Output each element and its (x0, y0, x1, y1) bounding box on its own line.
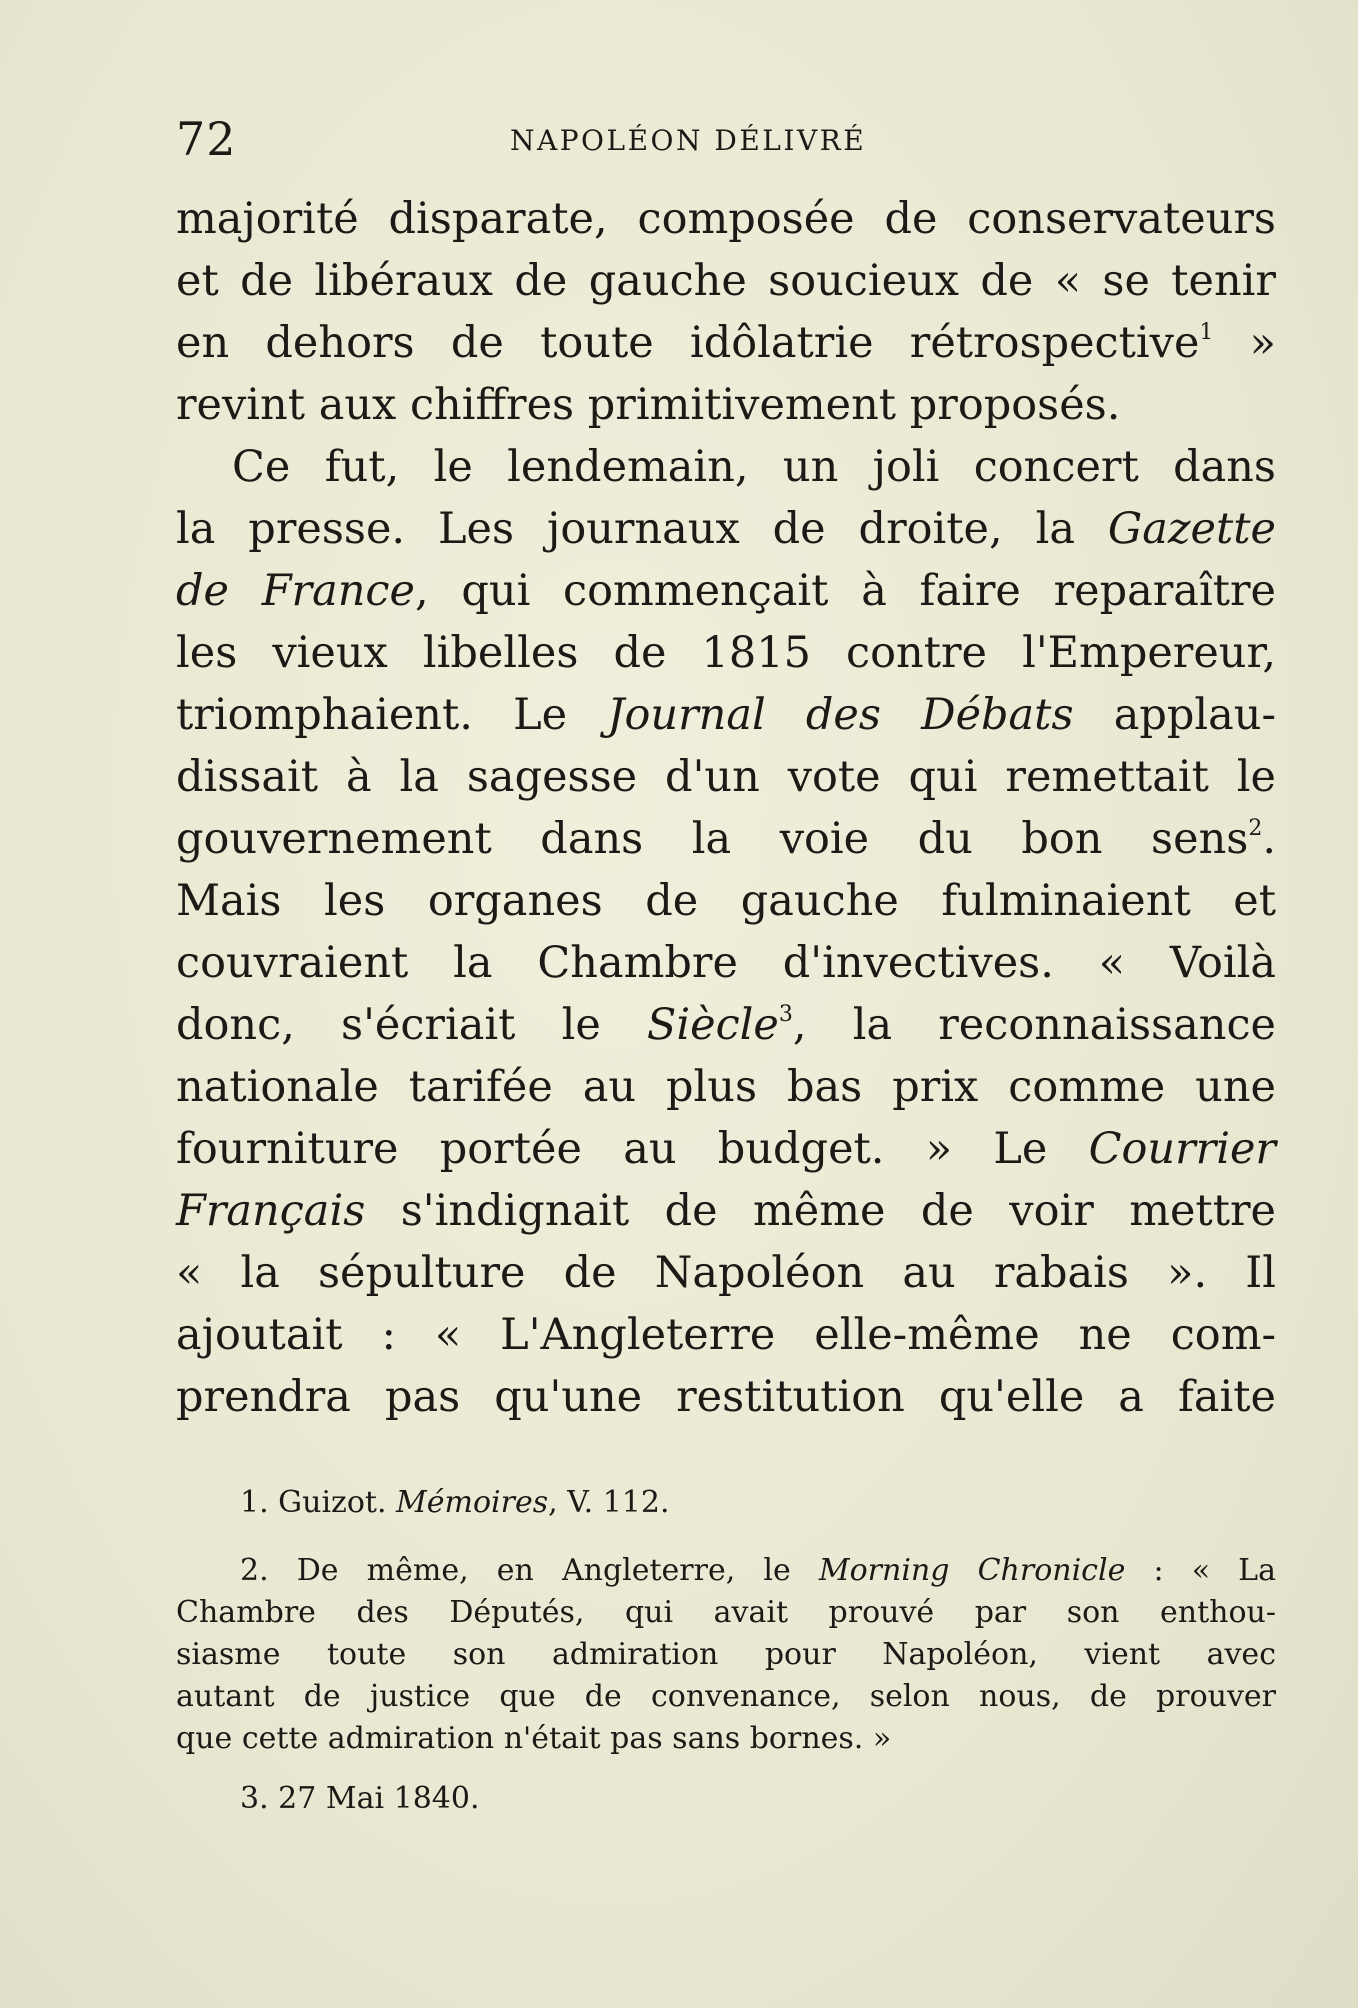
footnote-2: 2. De même, en Angleterre, le Morning Chronicle : « La (240, 1553, 1276, 1588)
text-line: Français s'indignait de même de voir mettre (176, 1186, 1276, 1236)
text-line: les vieux libelles de 1815 contre l'Empereur, (176, 628, 1276, 678)
italic-title: Siècle (646, 1000, 779, 1050)
text-line: dissait à la sagesse d'un vote qui remettait le (176, 752, 1276, 802)
italic-title: Courrier (1088, 1124, 1276, 1174)
italic-title: Journal des Débats (607, 690, 1074, 740)
text-line: Mais les organes de gauche fulminaient et (176, 876, 1276, 926)
page-number: 72 (176, 112, 237, 166)
footnote-ref-2: 2 (1248, 816, 1263, 841)
running-title: NAPOLÉON DÉLIVRÉ (510, 124, 867, 157)
italic-title: Gazette (1107, 504, 1276, 554)
text-line: donc, s'écriait le Siècle$^3$, la reconnaissance (176, 1000, 1276, 1050)
italic-title: de France (176, 566, 415, 616)
text-line: Ce fut, le lendemain, un joli concert dans (232, 442, 1276, 492)
footnote-1: 1. Guizot. Mémoires, V. 112. (240, 1485, 670, 1520)
italic-title: Français (176, 1186, 366, 1236)
footnote-3: 3. 27 Mai 1840. (240, 1781, 480, 1816)
text-line: couvraient la Chambre d'invectives. « Voilà (176, 938, 1276, 988)
text-line: triomphaient. Le Journal des Débats applau- (176, 690, 1276, 740)
footnote-2-line: que cette admiration n'était pas sans bornes. » (176, 1721, 892, 1756)
text-line: prendra pas qu'une restitution qu'elle a faite (176, 1372, 1276, 1422)
text-line: fourniture portée au budget. » Le Courrier (176, 1124, 1276, 1174)
footnote-2-line: autant de justice que de convenance, selon nous, de prouver (176, 1679, 1276, 1714)
footnotes (176, 1482, 1276, 1820)
text-line: nationale tarifée au plus bas prix comme une (176, 1062, 1276, 1112)
footnote-ref-1: 1 (1199, 320, 1214, 345)
footnote-2-line: siasme toute son admiration pour Napoléon, vient avec (176, 1637, 1276, 1672)
text-line: gouvernement dans la voie du bon sens$^2$. (176, 814, 1276, 864)
text-line: en dehors de toute idôlatrie rétrospective$^1$ » (176, 318, 1276, 368)
text-line: majorité disparate, composée de conservateurs (176, 194, 1276, 244)
footnote-2-line: Chambre des Députés, qui avait prouvé par son enthou- (176, 1595, 1276, 1630)
text-line: revint aux chiffres primitivement proposés. (176, 380, 1121, 430)
text-line: ajoutait : « L'Angleterre elle-même ne com- (176, 1310, 1276, 1360)
text-line: de France, qui commençait à faire reparaître (176, 566, 1276, 616)
footnote-ref-3: 3 (778, 1002, 793, 1027)
main-text (176, 188, 1276, 1428)
text-line: « la sépulture de Napoléon au rabais ». Il (176, 1248, 1276, 1298)
text-line: et de libéraux de gauche soucieux de « se tenir (176, 256, 1276, 306)
text-line: la presse. Les journaux de droite, la Gazette (176, 504, 1276, 554)
page-header (176, 112, 1276, 172)
